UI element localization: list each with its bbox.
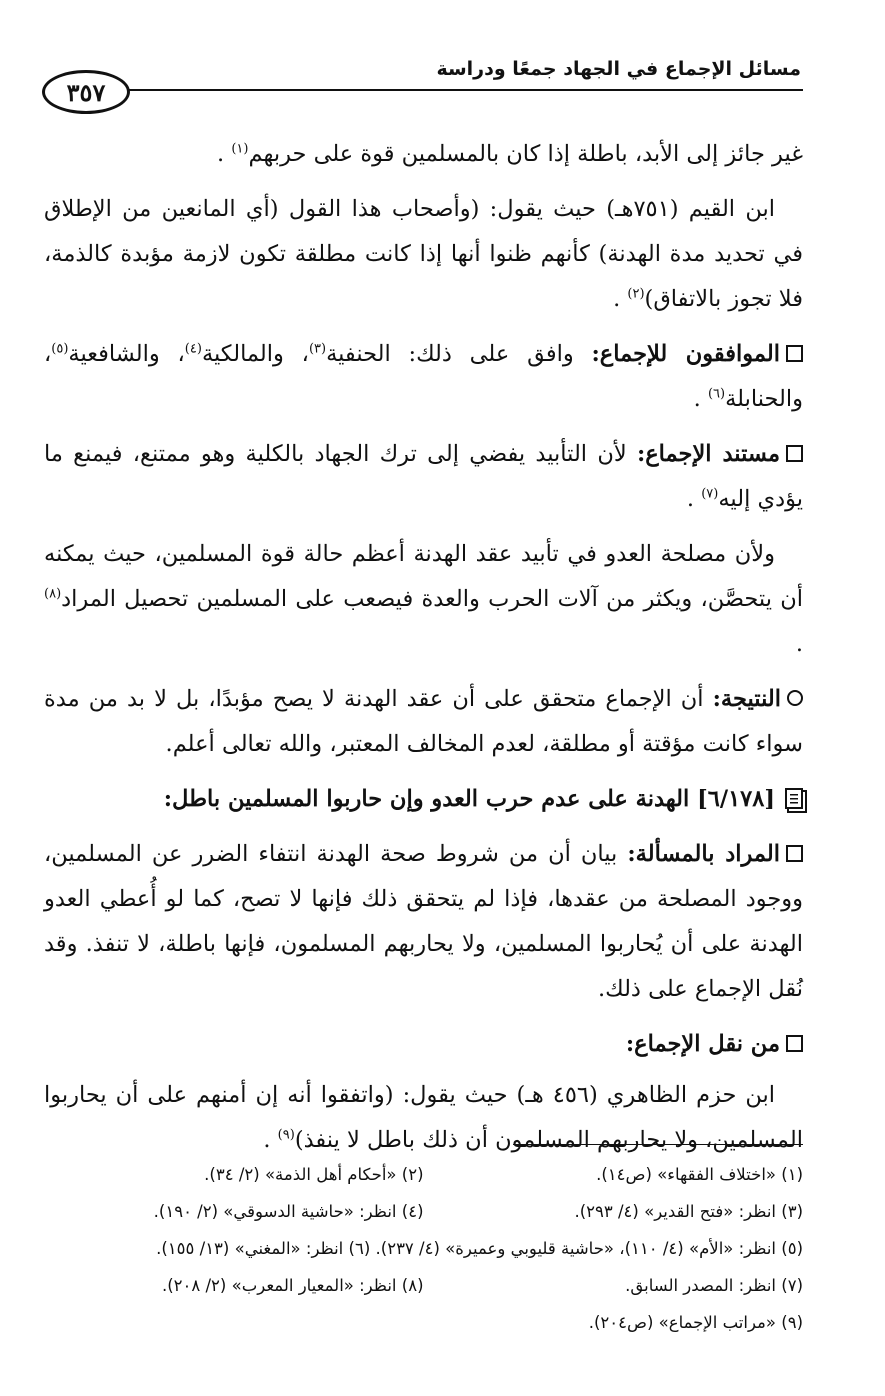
footnote-row	[44, 1156, 803, 1193]
footnotes	[44, 1156, 803, 1341]
footnote: (٥) انظر: «الأم» (٤/ ١١٠)، «حاشية قليوبي وعميرة» (٤/ ٢٣٧). (٦) انظر: «المغني» (١٣/ ١٥٥).	[156, 1239, 803, 1258]
footnote: (٣) انظر: «فتح القدير» (٤/ ٢٩٣).	[574, 1202, 803, 1221]
issue-heading	[44, 777, 803, 822]
square-bullet-icon	[786, 845, 803, 862]
footnote-ref[interactable]: (٢)	[627, 286, 645, 302]
section-label: الموافقون للإجماع:	[591, 341, 780, 367]
section-label: النتيجة:	[712, 686, 781, 712]
footnote: (٩) «مراتب الإجماع» (ص٢٠٤).	[588, 1313, 803, 1332]
footnote: (١) «اختلاف الفقهاء» (ص١٤).	[596, 1165, 803, 1184]
header-rule	[118, 89, 803, 91]
issue-title: الهدنة على عدم حرب العدو وإن حاربوا المسلمين باطل:	[163, 786, 698, 812]
footnote-ref[interactable]: (٥)	[51, 341, 69, 357]
footnote-row	[44, 1267, 803, 1304]
paragraph-2: ابن القيم (٧٥١هـ) حيث يقول: (وأصحاب هذا القول (أي المانعين من الإطلاق في تحديد مدة الهدنة) كأنهم ظنوا أنها إذا كانت مطلقة تكون لازمة مؤبدة كالذمة، فلا تجوز بالاتفاق)$^{(٢)}$ .	[44, 196, 803, 312]
section-label: المراد بالمسألة:	[627, 841, 781, 867]
document-icon	[785, 788, 803, 809]
main-text	[44, 132, 803, 1173]
square-bullet-icon	[786, 445, 803, 462]
footnote-row	[44, 1230, 803, 1267]
footnote-ref[interactable]: (٤)	[184, 341, 202, 357]
page-number-badge: ٣٥٧	[42, 70, 130, 114]
paragraph-basis: مستند الإجماع: لأن التأبيد يفضي إلى ترك الجهاد بالكلية وهو ممتنع، فيمنع ما يؤدي إليه$^{(٧)}$ .	[44, 441, 803, 512]
footnote-ref[interactable]: (٦)	[707, 386, 726, 402]
running-header-title: مسائل الإجماع في الجهاد جمعًا ودراسة	[436, 58, 801, 80]
section-label: مستند الإجماع:	[636, 441, 781, 467]
footnote-ref[interactable]: (٧)	[701, 486, 719, 502]
footnote-ref[interactable]: (٩)	[277, 1127, 295, 1143]
footnote: (٤) انظر: «حاشية الدسوقي» (٢/ ١٩٠).	[153, 1202, 424, 1221]
square-bullet-icon	[786, 1035, 803, 1052]
square-bullet-icon	[786, 345, 803, 362]
footnote: (٨) انظر: «المعيار المعرب» (٢/ ٢٠٨).	[161, 1276, 424, 1295]
paragraph-transmitters	[44, 1022, 803, 1067]
paragraph-result: النتيجة: أن الإجماع متحقق على أن عقد الهدنة لا يصح مؤبدًا، بل لا بد من مدة سواء كانت مؤقتة أو مطلقة، لعدم المخالف المعتبر، والله تعالى أعلم.	[44, 686, 803, 757]
paragraph-9: ابن حزم الظاهري (٤٥٦ هـ) حيث يقول: (واتفقوا أنه إن أمنهم على أن يحاربوا المسلمين، ولا يحاربهم المسلمون أن ذلك باطل لا ينفذ)$^{(٩)}$ .	[44, 1082, 803, 1153]
footnote: (٧) انظر: المصدر السابق.	[625, 1276, 803, 1295]
issue-number: [٦/١٧٨]	[697, 786, 775, 812]
paragraph-agreeing: الموافقون للإجماع: وافق على ذلك: الحنفية$^{(٣)}$، والمالكية$^{(٤)}$، والشافعية$^{(٥)}$، والحنابلة$^{(٦)}$ .	[44, 341, 803, 412]
footnote: (٢) «أحكام أهل الذمة» (٢/ ٣٤).	[204, 1165, 424, 1184]
circle-bullet-icon	[787, 690, 803, 706]
footnote-row	[44, 1304, 803, 1341]
footnote-row	[44, 1193, 803, 1230]
footnote-ref[interactable]: (٣)	[308, 341, 327, 357]
paragraph-5: ولأن مصلحة العدو في تأبيد عقد الهدنة أعظم حالة قوة المسلمين، حيث يمكنه أن يتحصَّن، ويكثر من آلات الحرب والعدة فيصعب على المسلمين تحصيل المراد$^{(٨)}$ .	[44, 541, 803, 657]
footnote-ref[interactable]: (٨)	[44, 586, 62, 602]
paragraph-1: غير جائز إلى الأبد، باطلة إذا كان بالمسلمين قوة على حربهم$^{(١)}$ .	[217, 141, 803, 167]
paragraph-meaning: المراد بالمسألة: بيان أن من شروط صحة الهدنة انتفاء الضرر عن المسلمين، ووجود المصلحة من عقدها، فإذا لم يتحقق ذلك فإنها لا تصح، كما لو أُعطي العدو الهدنة على أن يُحاربوا المسلمين، ولا يحاربهم المسلمون، فإنها باطلة، لا تنفذ. وقد نُقل الإجماع على ذلك.	[44, 841, 803, 1002]
footnote-ref[interactable]: (١)	[231, 141, 249, 157]
footnote-separator	[513, 1144, 803, 1145]
section-label: من نقل الإجماع:	[625, 1031, 780, 1057]
